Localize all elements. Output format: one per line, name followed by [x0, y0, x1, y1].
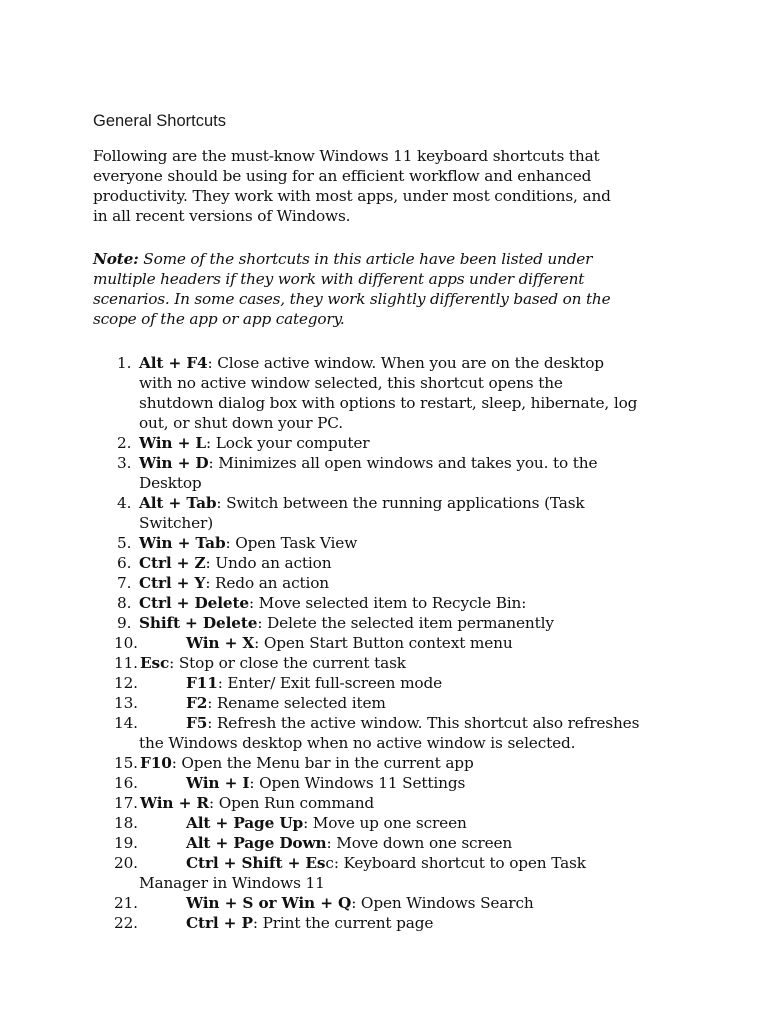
continuation-text: the Windows desktop when no active window is selected. — [139, 734, 576, 752]
shortcut-keys: F2 — [186, 694, 208, 712]
list-item — [0, 753, 768, 773]
list-item-continuation — [0, 473, 768, 493]
list-item — [0, 493, 768, 513]
continuation-text: Manager in Windows 11 — [139, 874, 325, 892]
shortcut-keys: Win + Tab — [139, 534, 226, 552]
list-item-number: 8. — [117, 594, 132, 612]
list-item-number: 17. — [114, 794, 138, 812]
continuation-text: Switcher) — [139, 514, 214, 532]
list-item-number: 5. — [117, 534, 132, 552]
shortcut-keys: Ctrl + P — [186, 914, 253, 932]
list-item-continuation — [0, 873, 768, 893]
intro-line: in all recent versions of Windows. — [93, 207, 351, 225]
shortcut-description: : Move down one screen — [326, 834, 513, 852]
shortcut-description: : Close active window. When you are on the desktop — [207, 354, 604, 372]
shortcut-keys: Win + R — [140, 794, 209, 812]
shortcut-keys: Win + S or Win + Q — [186, 894, 352, 912]
list-item — [0, 533, 768, 553]
shortcut-description: : Switch between the running applications (Task — [216, 494, 585, 512]
list-item-number: 2. — [117, 434, 132, 452]
intro-line: productivity. They work with most apps, under most conditions, and — [93, 187, 611, 205]
note-line: Some of the shortcuts in this article have been listed under — [138, 250, 593, 268]
shortcut-list — [0, 353, 768, 933]
list-item-number: 22. — [114, 914, 138, 932]
shortcut-keys: Esc — [140, 654, 170, 672]
list-item-number: 1. — [117, 354, 132, 372]
list-item-continuation — [0, 413, 768, 433]
note-line: scope of the app or app category. — [93, 310, 345, 328]
list-item — [0, 673, 768, 693]
note-label: Note: — [93, 250, 139, 268]
list-item-continuation — [0, 393, 768, 413]
continuation-text: out, or shut down your PC. — [139, 414, 343, 432]
list-item — [0, 613, 768, 633]
note-line: multiple headers if they work with different apps under different — [93, 270, 585, 288]
shortcut-keys: Win + X — [186, 634, 255, 652]
shortcut-keys: F10 — [140, 754, 172, 772]
list-item-number: 12. — [114, 674, 138, 692]
shortcut-description: : Open Run command — [208, 794, 375, 812]
list-item-continuation — [0, 733, 768, 753]
shortcut-description: : Open Windows Search — [351, 894, 534, 912]
list-item — [0, 353, 768, 373]
list-item — [0, 813, 768, 833]
shortcut-keys: Alt + F4 — [139, 354, 208, 372]
continuation-text: Desktop — [139, 474, 202, 492]
intro-line: Following are the must-know Windows 11 keyboard shortcuts that — [93, 147, 600, 165]
list-item — [0, 573, 768, 593]
list-item-continuation — [0, 513, 768, 533]
shortcut-keys: Alt + Page Down — [186, 834, 327, 852]
list-item-number: 9. — [117, 614, 132, 632]
shortcut-keys: Shift + Delete — [139, 614, 258, 632]
list-item-number: 13. — [114, 694, 138, 712]
list-item-number: 15. — [114, 754, 138, 772]
list-item-number: 3. — [117, 454, 132, 472]
list-item — [0, 853, 768, 873]
shortcut-keys: Ctrl + Y — [139, 574, 206, 592]
list-item — [0, 893, 768, 913]
list-item — [0, 453, 768, 473]
list-item-number: 7. — [117, 574, 132, 592]
shortcut-keys: Alt + Page Up — [186, 814, 304, 832]
shortcut-keys: Ctrl + Delete — [139, 594, 249, 612]
shortcut-description: : Move up one screen — [303, 814, 467, 832]
shortcut-description: : Open Windows 11 Settings — [249, 774, 466, 792]
list-item-number: 16. — [114, 774, 138, 792]
shortcut-description: : Open the Menu bar in the current app — [171, 754, 474, 772]
list-item-number: 6. — [117, 554, 132, 572]
shortcut-description: : Print the current page — [252, 914, 434, 932]
shortcut-description: : Open Task View — [225, 534, 358, 552]
continuation-text: with no active window selected, this shortcut opens the — [139, 374, 563, 392]
list-item — [0, 653, 768, 673]
list-item — [0, 593, 768, 613]
list-item-number: 18. — [114, 814, 138, 832]
shortcut-keys: Ctrl + Shift + Es — [186, 854, 326, 872]
shortcut-keys: Ctrl + Z — [139, 554, 206, 572]
shortcut-description: : Redo an action — [205, 574, 329, 592]
list-item — [0, 553, 768, 573]
intro-line: everyone should be using for an efficient workflow and enhanced — [93, 167, 592, 185]
shortcut-description: c: Keyboard shortcut to open Task — [325, 854, 586, 872]
shortcut-description: : Move selected item to Recycle Bin: — [248, 594, 527, 612]
shortcut-keys: F11 — [186, 674, 218, 692]
shortcut-keys: F5 — [186, 714, 208, 732]
shortcut-keys: Alt + Tab — [139, 494, 217, 512]
list-item — [0, 693, 768, 713]
shortcut-description: : Delete the selected item permanently — [257, 614, 554, 632]
shortcut-description: : Minimizes all open windows and takes you. to the — [208, 454, 598, 472]
list-item — [0, 633, 768, 653]
list-item-number: 10. — [114, 634, 138, 652]
shortcut-description: : Lock your computer — [206, 434, 370, 452]
note-paragraph — [93, 249, 693, 329]
list-item-number: 21. — [114, 894, 138, 912]
shortcut-description: : Stop or close the current task — [169, 654, 406, 672]
list-item — [0, 913, 768, 933]
note-line: scenarios. In some cases, they work slightly differently based on the — [93, 290, 611, 308]
shortcut-description: : Undo an action — [205, 554, 332, 572]
list-item-continuation — [0, 373, 768, 393]
shortcut-description: : Rename selected item — [207, 694, 386, 712]
list-item — [0, 713, 768, 733]
list-item-number: 20. — [114, 854, 138, 872]
list-item — [0, 773, 768, 793]
list-item — [0, 833, 768, 853]
shortcut-description: : Refresh the active window. This shortcut also refreshes — [207, 714, 640, 732]
continuation-text: shutdown dialog box with options to restart, sleep, hibernate, log — [139, 394, 638, 412]
intro-paragraph — [93, 146, 693, 226]
list-item — [0, 433, 768, 453]
section-heading: General Shortcuts — [93, 112, 226, 130]
shortcut-keys: Win + I — [186, 774, 250, 792]
shortcut-keys: Win + L — [139, 434, 207, 452]
shortcut-description: : Enter/ Exit full-screen mode — [217, 674, 443, 692]
list-item-number: 19. — [114, 834, 138, 852]
shortcut-description: : Open Start Button context menu — [254, 634, 513, 652]
list-item-number: 14. — [114, 714, 138, 732]
list-item-number: 11. — [114, 654, 138, 672]
list-item — [0, 793, 768, 813]
shortcut-keys: Win + D — [139, 454, 209, 472]
list-item-number: 4. — [117, 494, 132, 512]
